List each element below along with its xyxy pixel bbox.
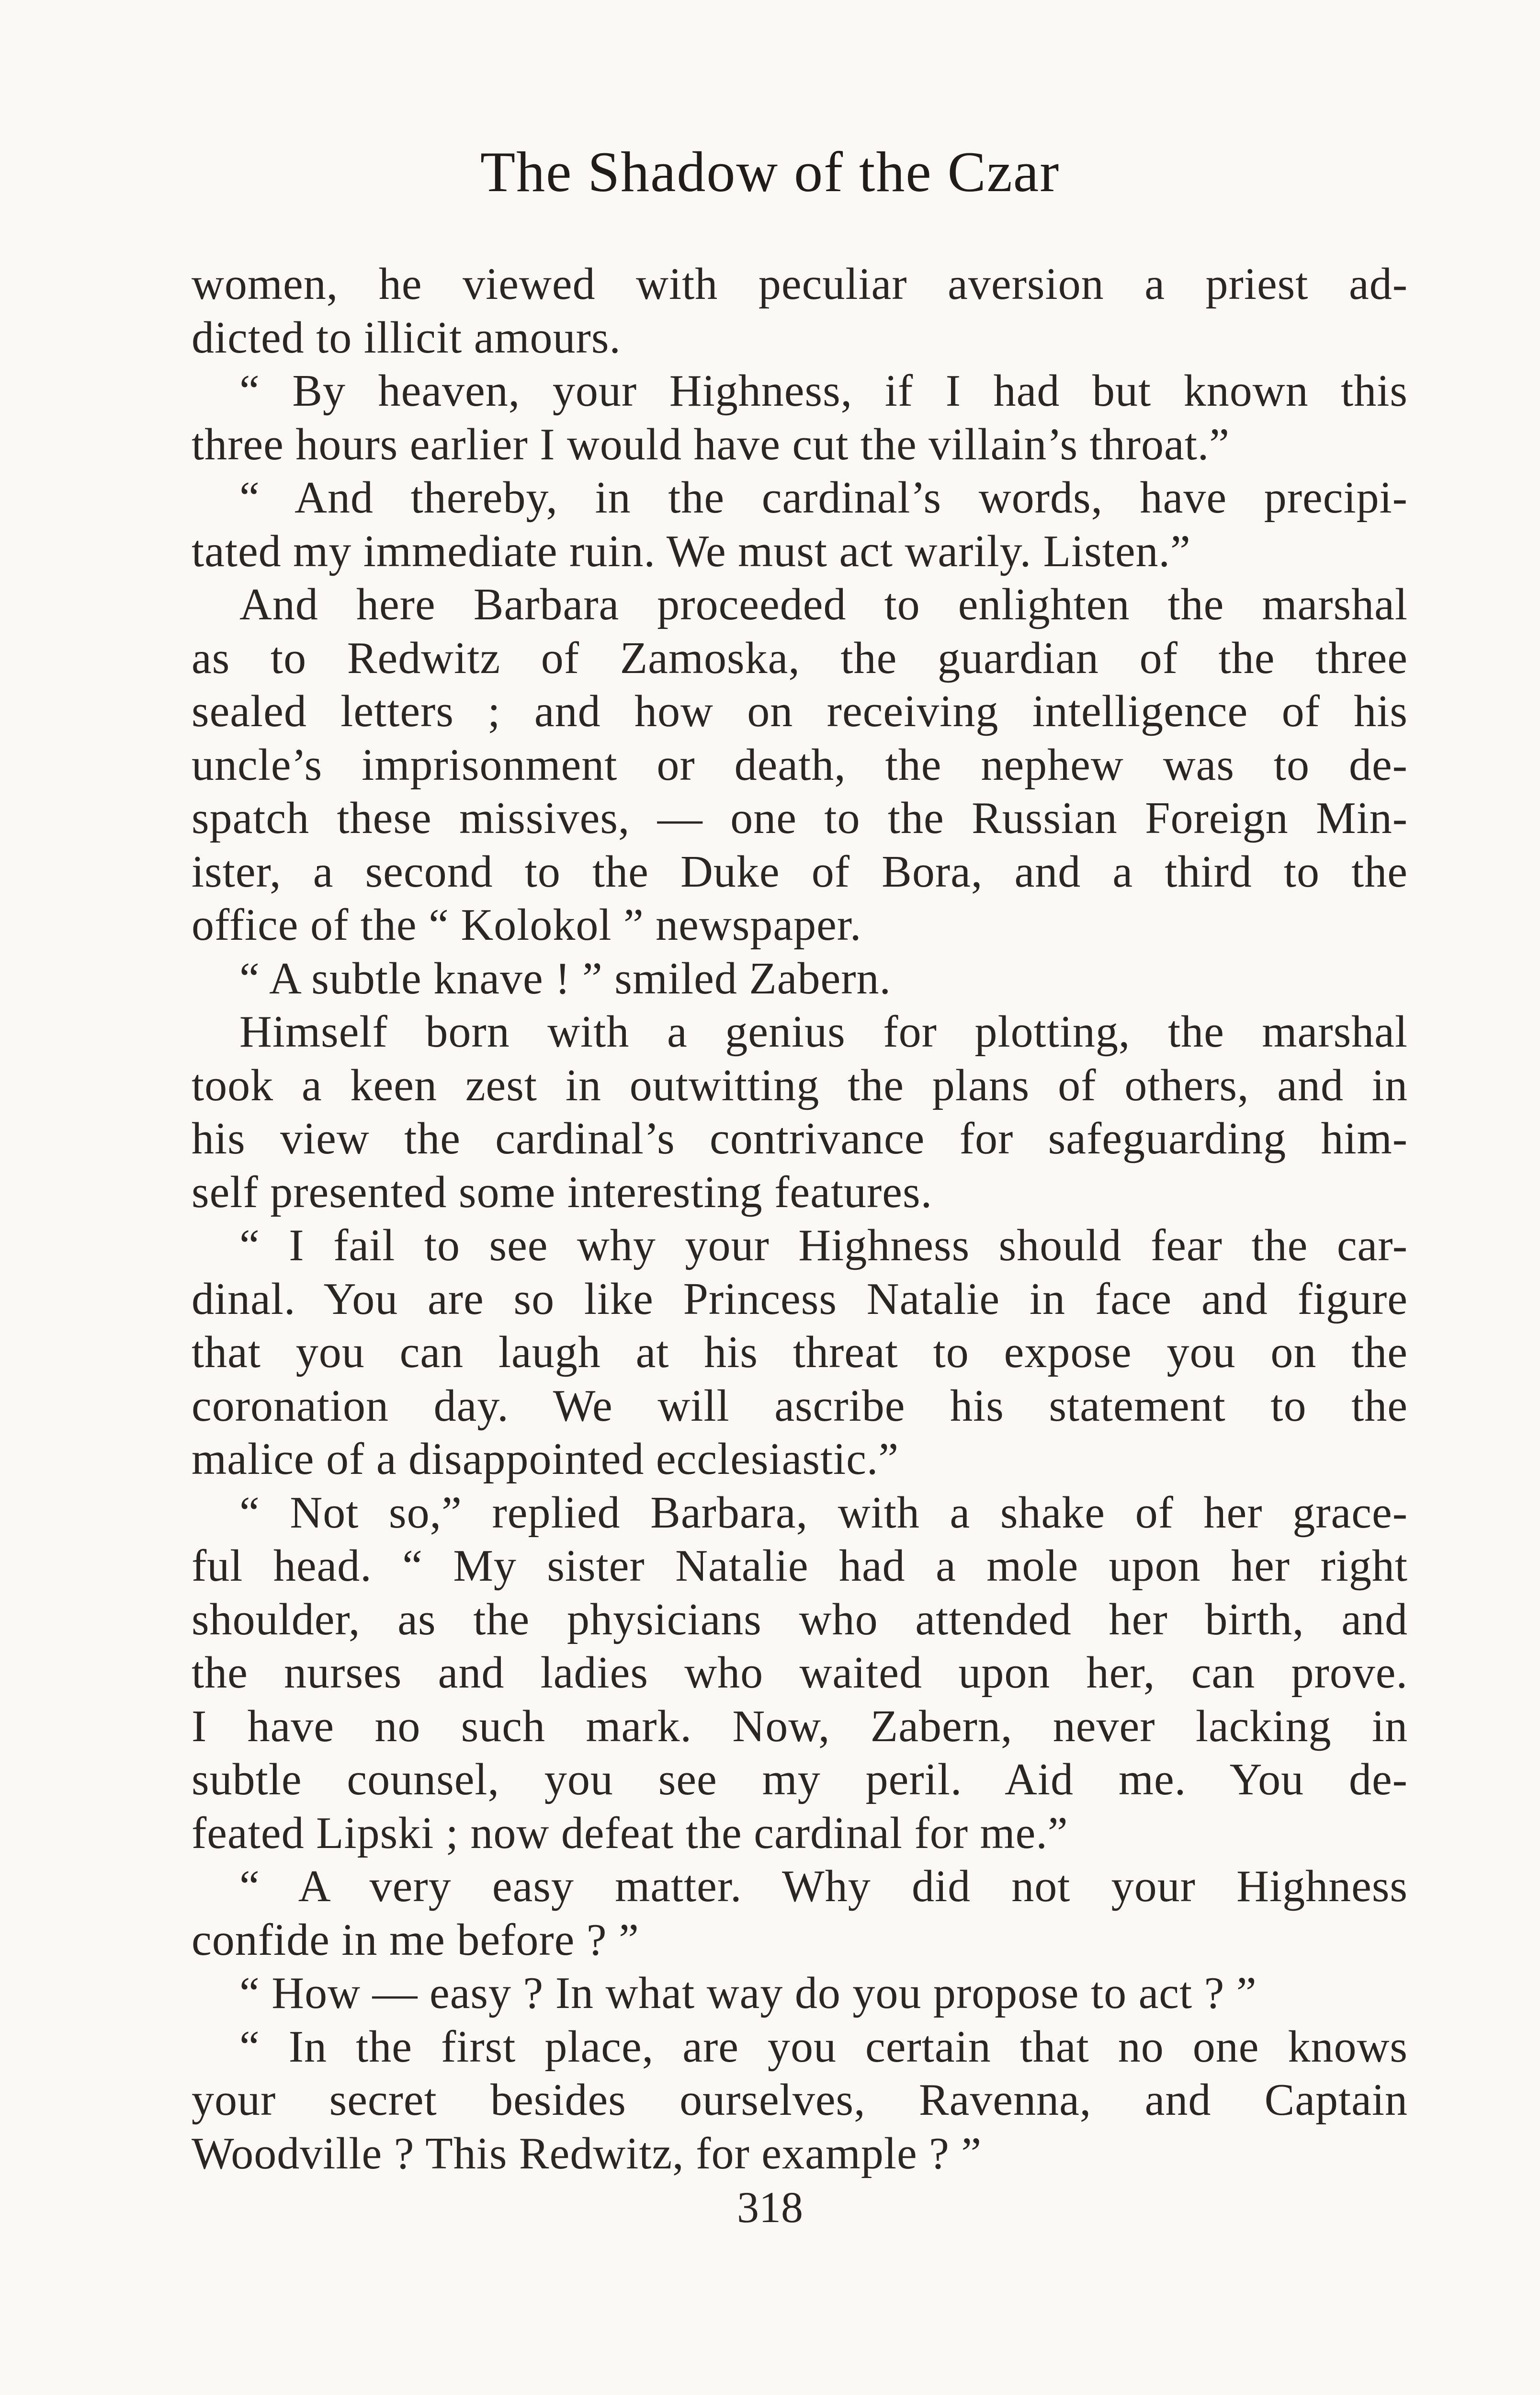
text-line: I have no such mark. Now, Zabern, never lacking in bbox=[192, 1701, 1408, 1751]
text-line: sealed letters ; and how on receiving intelligence of his bbox=[192, 686, 1408, 736]
text-line: self presented some interesting features. bbox=[192, 1167, 933, 1217]
text-line: spatch these missives, — one to the Russian Foreign Min- bbox=[192, 793, 1408, 843]
text-line: ister, a second to the Duke of Bora, and a third to the bbox=[192, 846, 1408, 897]
text-line: And here Barbara proceeded to enlighten the marshal bbox=[239, 580, 1408, 629]
page-number: 318 bbox=[737, 2183, 803, 2232]
text-line: Woodville ? This Redwitz, for example ? ” bbox=[192, 2128, 982, 2178]
text-line: “ How — easy ? In what way do you propose to act ? ” bbox=[239, 1968, 1257, 2018]
text-line: Himself born with a genius for plotting, the marshal bbox=[239, 1007, 1408, 1057]
text-line: shoulder, as the physicians who attended her birth, and bbox=[192, 1594, 1408, 1644]
text-line: subtle counsel, you see my peril. Aid me. You de- bbox=[192, 1755, 1408, 1804]
text-line: three hours earlier I would have cut the villain’s throat.” bbox=[192, 419, 1230, 469]
text-line: as to Redwitz of Zamoska, the guardian of the three bbox=[192, 633, 1408, 683]
text-line: “ In the first place, are you certain that no one knows bbox=[239, 2021, 1408, 2072]
text-line: your secret besides ourselves, Ravenna, and Captain bbox=[192, 2075, 1408, 2125]
text-line: the nurses and ladies who waited upon her, can prove. bbox=[192, 1648, 1408, 1698]
running-header: The Shadow of the Czar bbox=[480, 140, 1060, 204]
text-line: “ Not so,” replied Barbara, with a shake of her grace- bbox=[239, 1487, 1408, 1538]
text-line: “ A subtle knave ! ” smiled Zabern. bbox=[239, 953, 892, 1004]
text-line: “ I fail to see why your Highness should fear the car- bbox=[239, 1220, 1408, 1270]
text-line: tated my immediate ruin. We must act warily. Listen.” bbox=[192, 526, 1191, 576]
text-line: coronation day. We will ascribe his statement to the bbox=[192, 1380, 1408, 1431]
text-line: that you can laugh at his threat to expose you on the bbox=[192, 1327, 1408, 1377]
text-line: confide in me before ? ” bbox=[192, 1915, 639, 1965]
text-line: office of the “ Kolokol ” newspaper. bbox=[192, 900, 862, 950]
text-line: dicted to illicit amours. bbox=[192, 312, 621, 363]
text-line: “ A very easy matter. Why did not your Highness bbox=[239, 1861, 1408, 1911]
text-line: his view the cardinal’s contrivance for safeguarding him- bbox=[192, 1114, 1408, 1163]
text-line: uncle’s imprisonment or death, the nephew was to de- bbox=[192, 740, 1408, 790]
text-line: women, he viewed with peculiar aversion a priest ad- bbox=[192, 259, 1408, 309]
body-text bbox=[192, 258, 1408, 2180]
text-line: “ By heaven, your Highness, if I had but known this bbox=[239, 366, 1408, 416]
text-line: malice of a disappointed ecclesiastic.” bbox=[192, 1434, 899, 1484]
text-line: took a keen zest in outwitting the plans of others, and in bbox=[192, 1060, 1408, 1110]
text-line: feated Lipski ; now defeat the cardinal for me.” bbox=[192, 1808, 1068, 1858]
text-line: ful head. “ My sister Natalie had a mole upon her right bbox=[192, 1541, 1408, 1591]
text-line: dinal. You are so like Princess Natalie in face and figure bbox=[192, 1274, 1408, 1324]
text-line: “ And thereby, in the cardinal’s words, have precipi- bbox=[239, 473, 1408, 523]
